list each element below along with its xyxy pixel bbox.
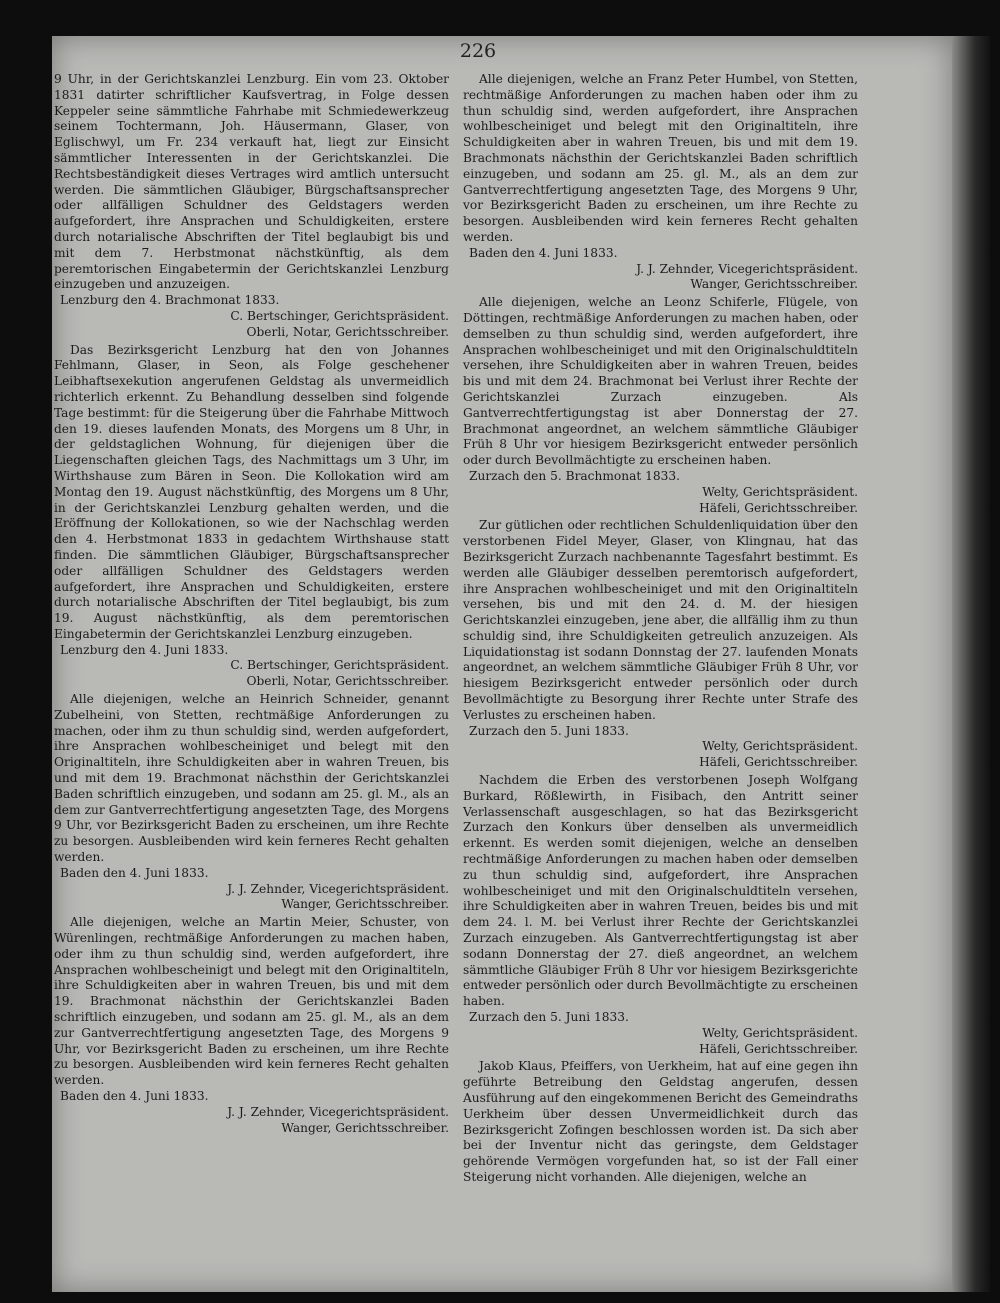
notice-signature: Welty, Gerichtspräsident. — [702, 739, 858, 754]
notice-signature: Welty, Gerichtspräsident. — [702, 1025, 858, 1040]
notice-zurzach-schiferle — [463, 295, 858, 516]
notice-body: Alle diejenigen, welche an Franz Peter Humbel, von Stetten, rechtmäßige Anforderungen zu machen haben oder ihm zu thun schuldig sind, werden aufgefordert, ihre Ansprachen wohlbescheiniget und belegt mit den Originaltiteln, ihre Schuldigkeiten aber in wahren Treuen, bis und mit dem 19. Brachmonats nächsthin der Gerichtskanzlei Baden schriftlich einzugeben, und sodann am 25. gl. M., als an dem zur Gantverrechtfertigung angesetzten Tage, des Morgens 9 Uhr, vor Bezirksgericht Baden zu erscheinen, um ihre Rechte zu besorgen. Ausbleibenden wird kein ferneres Recht gehalten werden. — [463, 72, 858, 244]
notice-signature-clerk: Wanger, Gerichtsschreiber. — [281, 1120, 449, 1135]
notice-body: Das Bezirksgericht Lenzburg hat den von Johannes Fehlmann, Glaser, in Seon, als Folge geschehener Leibhaftsexekution angerufenen Geldstag als unvermeidlich richterlich erkennt. Zu Behandlung desselben sind folgende Tage bestimmt: für die Steigerung über die Fahrhabe Mittwoch den 19. dieses laufenden Monats, des Morgens um 8 Uhr, in der geldstaglichen Wohnung, für diejenigen über die Liegenschaften gleichen Tags, des Nachmittags um 3 Uhr, im Wirthshause zum Bären in Seon. Die Kollokation wird am Montag den 19. August nächstkünftig, des Morgens um 8 Uhr, in der Gerichtskanzlei Lenzburg gehalten werden, und die Eröffnung der Kollokationen, so wie der Nachschlag werden den 4. Herbstmonat 1833 in gedachtem Wirthshause statt finden. Die sämmtlichen Gläubiger, Bürgschaftsansprecher oder allfälligen Schuldner des Geldstagers werden aufgefordert, ihre Ansprachen und Schuldigkeiten, erstere durch notarialische Abschriften der Titel beglaubigt, bis zum 19. August nächstkünftig, als dem peremtorischen Eingabetermin der Gerichtskanzlei Lenzburg einzugeben. — [54, 342, 449, 641]
notice-signature-clerk: Oberli, Notar, Gerichtsschreiber. — [246, 674, 449, 689]
notice-uerkheim-klaus — [463, 1059, 858, 1185]
notice-signature: Welty, Gerichtspräsident. — [702, 484, 858, 499]
notice-signature-clerk: Häfeli, Gerichtsschreiber. — [699, 1041, 858, 1056]
notice-date: Lenzburg den 4. Juni 1833. — [60, 642, 229, 657]
notice-date: Zurzach den 5. Juni 1833. — [469, 723, 629, 738]
notice-signature: C. Bertschinger, Gerichtspräsident. — [230, 308, 449, 323]
notice-lenzburg-keppeler — [54, 72, 449, 341]
notice-signature-clerk: Oberli, Notar, Gerichtsschreiber. — [246, 324, 449, 339]
left-column — [54, 72, 449, 1138]
notice-signature: J. J. Zehnder, Vicegerichtspräsident. — [227, 881, 449, 896]
notice-body: Jakob Klaus, Pfeiffers, von Uerkheim, hat auf eine gegen ihn geführte Betreibung den Geldstag angerufen, dessen Ausführung auf den eingekommenen Bericht des Gemeindraths Uerkheim über dessen Unvermeidlichkeit durch das Bezirksgericht Zofingen beschlossen worden ist. Da sich aber bei der Inventur nicht das geringste, dem Geldstager gehörende Vermögen vorgefunden hat, so ist der Fall einer Steigerung nicht vorhanden. Alle diejenigen, welche an — [463, 1059, 858, 1184]
notice-date: Baden den 4. Juni 1833. — [60, 865, 209, 880]
notice-date: Zurzach den 5. Juni 1833. — [469, 1010, 629, 1025]
notice-date: Lenzburg den 4. Brachmonat 1833. — [60, 293, 280, 308]
notice-baden-meier — [54, 915, 449, 1136]
notice-signature-clerk: Häfeli, Gerichtsschreiber. — [699, 500, 858, 515]
page-edge-shadow — [952, 36, 990, 1292]
notice-lenzburg-fehlmann — [54, 343, 449, 691]
notice-signature: C. Bertschinger, Gerichtspräsident. — [230, 658, 449, 673]
notice-date: Zurzach den 5. Brachmonat 1833. — [469, 468, 681, 483]
notice-zurzach-meyer — [463, 518, 858, 771]
page-number: 226 — [459, 40, 497, 62]
notice-body: Nachdem die Erben des verstorbenen Joseph Wolfgang Burkard, Rößlewirth, in Fisibach, den Antritt seiner Verlassenschaft ausgeschlagen, so hat das Bezirksgericht Zurzach den Konkurs über denselben als unvermeidlich erkennt. Es werden somit diejenigen, welche an denselben rechtmäßige Anforderungen zu machen haben oder demselben zu thun schuldig sind, aufgefordert, ihre Ansprachen wohlbescheiniget und mit den Originalschuldtiteln versehen, ihre Schuldigkeiten aber in wahren Treuen, beides bis und mit dem 24. l. M. bei Verlust ihrer Rechte der Gerichtskanzlei Zurzach einzugeben. Als Gantverrechtfertigungstag ist aber sodann Donnerstag der 27. dieß angeordnet, an welchem sämmtliche Gläubiger Früh 8 Uhr vor hiesigem Bezirksgerichte entweder persönlich oder durch Bevollmächtigte zu erscheinen haben. — [463, 773, 858, 1009]
notice-body: Alle diejenigen, welche an Heinrich Schneider, genannt Zubelheini, von Stetten, rechtmäßige Anforderungen zu machen, oder ihm zu thun schuldig sind, werden aufgefordert, ihre Ansprachen wohlbescheiniget und belegt mit den Originaltiteln, ihre Schuldigkeiten aber in wahren Treuen, bis und mit dem 19. Brachmonat nächsthin der Gerichtskanzlei Baden schriftlich einzugeben, und sodann am 25. gl. M., als an dem zur Gantverrechtfertigung angesetzten Tage, des Morgens 9 Uhr, vor Bezirksgericht Baden zu erscheinen, um ihre Rechte zu besorgen. Ausbleibenden wird kein ferneres Recht gehalten werden. — [54, 692, 449, 865]
notice-signature-clerk: Häfeli, Gerichtsschreiber. — [699, 755, 858, 770]
notice-date: Baden den 4. Juni 1833. — [60, 1089, 209, 1103]
notice-body: Zur gütlichen oder rechtlichen Schuldenliquidation über den verstorbenen Fidel Meyer, Glaser, von Klingnau, hat das Bezirksgericht Zurzach nachbenannte Tagesfahrt bestimmt. Es werden alle Gläubiger desselben peremtorisch aufgefordert, ihre Ansprachen wohlbescheiniget und mit den Originaltiteln versehen, bis und mit den 24. d. M. der hiesigen Gerichtskanzlei einzugeben, jene aber, die allfällig ihm zu thun schuldig sind, ihre Schuldigkeiten getreulich anzuzeigen. Als Liquidationstag ist sodann Donnstag der 27. laufenden Monats angeordnet, an welchem sämmtliche Gläubiger Früh 8 Uhr, vor hiesigem Bezirksgericht entweder persönlich oder durch Bevollmächtigte zu Besorgung ihrer Rechte unter Strafe des Verlustes zu erscheinen haben. — [463, 518, 858, 722]
right-column — [463, 72, 858, 1188]
notice-baden-humbel — [463, 72, 858, 293]
notice-signature: J. J. Zehnder, Vicegerichtspräsident. — [636, 261, 858, 276]
notice-body: 9 Uhr, in der Gerichtskanzlei Lenzburg. Ein vom 23. Oktober 1831 datirter schriftlicher Kaufsvertrag, in Folge dessen Keppeler seine sämmtliche Fahrhabe mit Schmiedewerkzeug seinem Tochtermann, Joh. Häusermann, Glaser, von Eglischwyl, um Fr. 234 verkauft hat, liegt zur Einsicht sämmtlicher Interessenten in der Gerichtskanzlei. Die Rechtsbeständigkeit dieses Vertrages wird amtlich untersucht werden. Die sämmtlichen Gläubiger, Bürgschaftsansprecher oder allfälligen Schuldner des Geldstagers werden aufgefordert, ihre Ansprachen und Schuldigkeiten, erstere durch notarialische Abschriften der Titel beglaubigt bis und mit dem 7. Herbstmonat nächstkünftig, als dem peremtorischen Eingabetermin der Gerichtskanzlei Lenzburg einzugeben und anzuzeigen. — [54, 72, 449, 292]
notice-signature-clerk: Wanger, Gerichtsschreiber. — [690, 277, 858, 292]
notice-body: Alle diejenigen, welche an Leonz Schiferle, Flügele, von Döttingen, rechtmäßige Anforderungen zu machen haben, oder demselben zu thun schuldig sind, werden aufgefordert, ihre Ansprachen wohlbescheiniget und mit den Originalschuldtiteln versehen, ihre Schuldigkeiten aber in wahren Treuen, beides bis und mit dem 24. Brachmonat bei Verlust ihrer Rechte der Gerichtskanzlei Zurzach einzugeben. Als Gantverrechtfertigungstag ist aber Donnerstag der 27. Brachmonat angeordnet, an welchem sämmtliche Gläubiger Früh 8 Uhr vor hiesigem Bezirksgericht entweder persönlich oder durch Bevollmächtigte zu erscheinen haben. — [463, 295, 858, 468]
notice-date: Baden den 4. Juni 1833. — [469, 245, 618, 260]
notice-baden-schneider — [54, 692, 449, 913]
notice-signature-clerk: Wanger, Gerichtsschreiber. — [281, 897, 449, 912]
notice-body: Alle diejenigen, welche an Martin Meier, Schuster, von Würenlingen, rechtmäßige Anforderungen zu machen haben, oder ihm zu thun schuldig sind, werden aufgefordert, ihre Ansprachen wohlbescheinigt und belegt mit den Originaltiteln, ihre Schuldigkeiten aber in wahren Treuen, bis und mit dem 19. Brachmonat nächsthin der Gerichtskanzlei Baden schriftlich einzugeben, und sodann am 25. gl. M., als an dem zur Gantverrechtfertigung angesetzten Tage, des Morgens 9 Uhr, vor Bezirksgericht Baden zu erscheinen, um ihre Rechte zu besorgen. Ausbleibenden wird kein ferneres Recht gehalten werden. — [54, 915, 449, 1088]
notice-signature: J. J. Zehnder, Vicegerichtspräsident. — [227, 1104, 449, 1119]
notice-zurzach-burkard — [463, 773, 858, 1057]
